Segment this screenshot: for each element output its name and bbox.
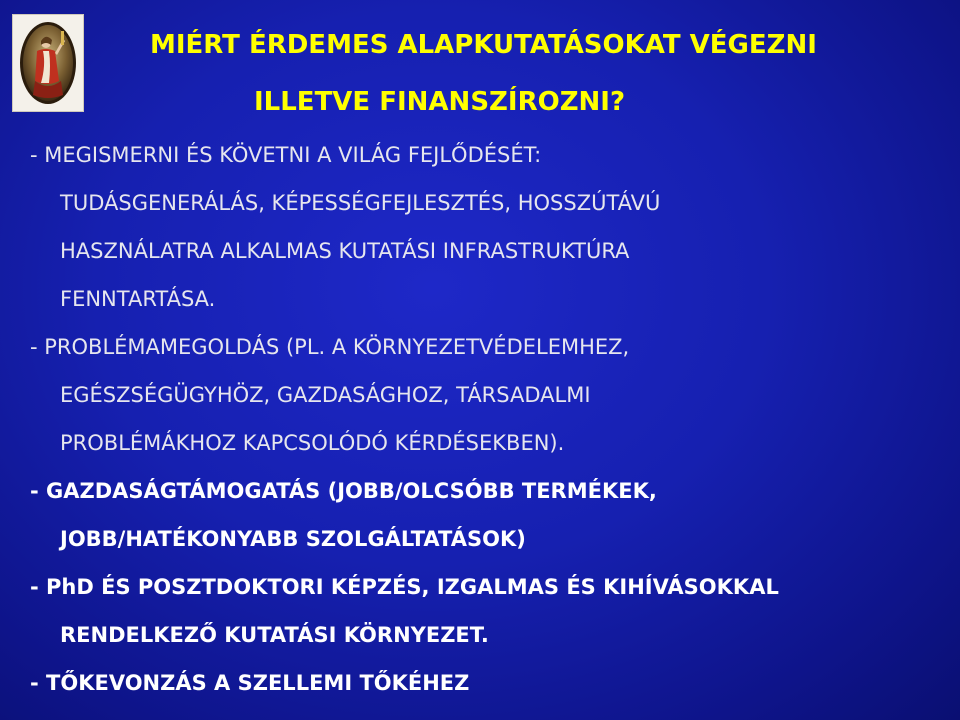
bullet-line: - PROBLÉMAMEGOLDÁS (PL. A KÖRNYEZETVÉDELEMHEZ,	[30, 335, 630, 359]
bullet-item-capital-attraction	[30, 668, 469, 716]
slide-title-line2: ILLETVE FINANSZÍROZNI?	[254, 87, 626, 117]
bullet-line: - TŐKEVONZÁS A SZELLEMI TŐKÉHEZ	[30, 671, 470, 695]
bullet-line: - MEGISMERNI ÉS KÖVETNI A VILÁG FEJLŐDÉSÉT:	[30, 143, 542, 167]
bullet-item-phd-training	[30, 572, 779, 668]
bullet-item-problem-solving	[30, 332, 629, 476]
slide-title: MIÉRT ÉRDEMES ALAPKUTATÁSOKAT VÉGEZNI	[150, 30, 817, 60]
bullet-line: - PhD ÉS POSZTDOKTORI KÉPZÉS, IZGALMAS ÉS KIHÍVÁSOKKAL	[30, 575, 779, 599]
bullet-item-economy-support	[30, 476, 657, 572]
bullet-line: JOBB/HATÉKONYABB SZOLGÁLTATÁSOK)	[60, 527, 526, 551]
bullet-line: EGÉSZSÉGÜGYHÖZ, GAZDASÁGHOZ, TÁRSADALMI	[60, 383, 591, 407]
bullet-line: TUDÁSGENERÁLÁS, KÉPESSÉGFEJLESZTÉS, HOSSZÚTÁVÚ	[60, 191, 661, 215]
bullet-line: HASZNÁLATRA ALKALMAS KUTATÁSI INFRASTRUKTÚRA	[60, 239, 630, 263]
bullet-line: - GAZDASÁGTÁMOGATÁS (JOBB/OLCSÓBB TERMÉKEK,	[30, 479, 657, 503]
bullet-line: PROBLÉMÁKHOZ KAPCSOLÓDÓ KÉRDÉSEKBEN).	[60, 431, 565, 455]
bullet-line: RENDELKEZŐ KUTATÁSI KÖRNYEZET.	[60, 623, 489, 647]
portrait-painting-icon	[12, 14, 84, 112]
bullet-line: FENNTARTÁSA.	[60, 287, 216, 311]
bullet-item-understand-world	[30, 140, 660, 332]
